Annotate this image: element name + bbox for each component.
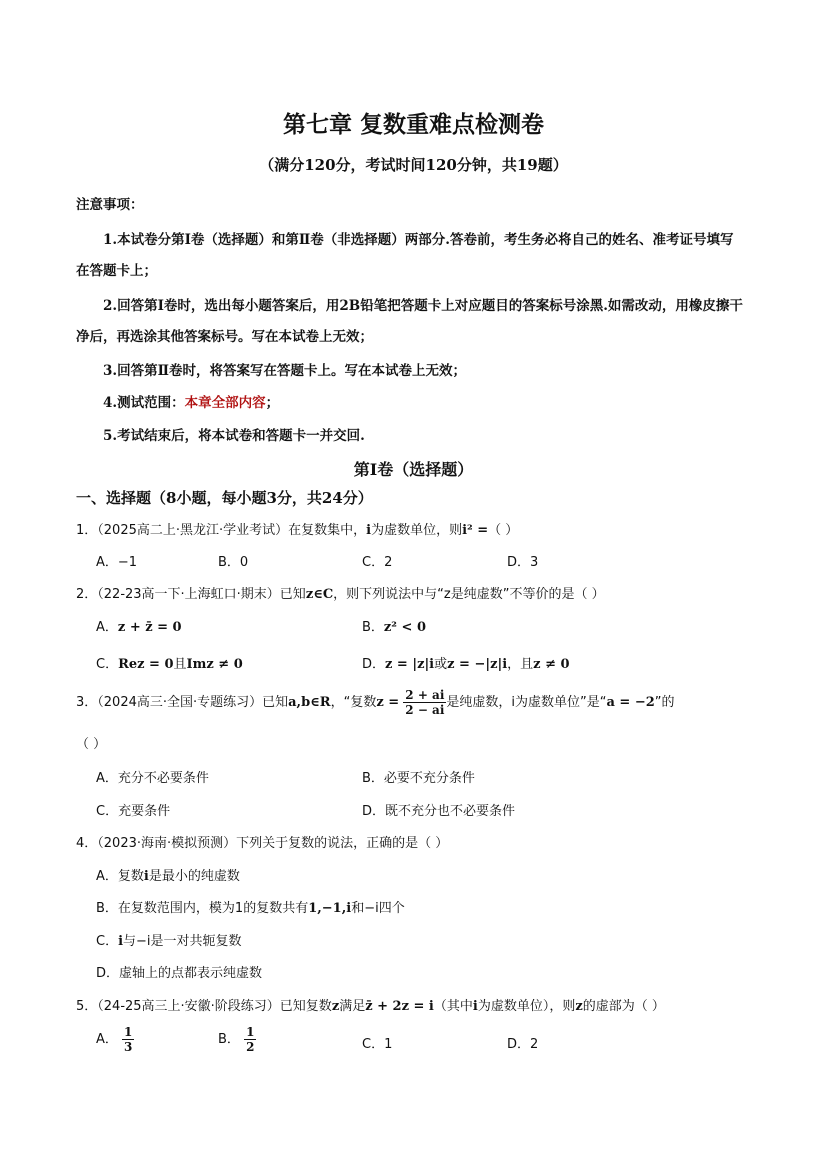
q2-c-mid: 且 — [173, 657, 187, 672]
section-heading: 一、选择题（8小题，每小题3分，共24分） — [76, 489, 373, 507]
q5-i: i — [472, 999, 478, 1014]
q1-option-b: B．0 — [218, 555, 249, 570]
q5-b-den: 2 — [246, 1040, 255, 1054]
q4-c-pre: C． — [96, 934, 119, 949]
q3-fraction — [403, 688, 446, 717]
q2-option-c — [96, 653, 243, 672]
q4-c-i: i — [118, 934, 124, 949]
question-1-stem — [76, 519, 518, 538]
q5-a-den: 3 — [124, 1040, 133, 1054]
q1-stem-end: （ ） — [488, 523, 519, 538]
q5-option-d: D．2 — [507, 1037, 539, 1052]
q5-stem-end: 的虚部为（ ） — [582, 999, 665, 1014]
q2-d-mid2: ，且 — [507, 657, 534, 672]
q1-stem-mid: 为虚数单位，则 — [371, 523, 463, 538]
page-title: 第七章 复数重难点检测卷 — [282, 111, 544, 138]
q5-z: z — [331, 999, 340, 1014]
notice-1b: 在答题卡上； — [76, 263, 157, 279]
question-5-stem — [76, 995, 665, 1014]
q5-b-num: 1 — [246, 1025, 255, 1039]
notice-4-end: ； — [265, 395, 280, 411]
q4-a-pre: A．复数 — [96, 869, 144, 884]
q4-option-d: D．虚轴上的点都表示纯虚数 — [96, 966, 263, 981]
q3-stem-mid: ，“复数 — [330, 695, 377, 710]
q5-expr: z̄ + 2z = i — [365, 999, 434, 1014]
q4-option-b — [96, 897, 405, 916]
q5-stem-pre: 5．（24-25高三上·安徽·阶段练习）已知复数 — [76, 999, 332, 1014]
q1-option-a: A．−1 — [96, 555, 138, 570]
exam-info: （满分120分，考试时间120分钟，共19题） — [259, 156, 568, 174]
q1-i: i — [366, 523, 372, 538]
q5-option-a — [96, 1025, 134, 1054]
notice-2b: 净后，再选涂其他答案标号。写在本试卷上无效； — [76, 329, 373, 345]
notice-1a: 1.本试卷分第Ⅰ卷（选择题）和第Ⅱ卷（非选择题）两部分.答卷前，考生务必将自己的姓名、准考证号填写 — [103, 232, 734, 248]
q3-stem-end: ”的 — [654, 695, 675, 710]
q5-b-fraction — [244, 1025, 256, 1054]
q2-c-expr1: Rez = 0 — [118, 657, 174, 672]
q1-expr: i² = — [462, 523, 489, 538]
q3-cond2: a = −2 — [606, 695, 655, 710]
q5-stem-mid: 满足 — [339, 999, 366, 1014]
q4-option-c — [96, 930, 242, 949]
q2-stem-pre: 2．（22-23高一下·上海虹口·期末）已知 — [76, 587, 306, 602]
q3-stem-line2: （ ） — [76, 737, 107, 752]
q2-b-label: B． — [362, 620, 384, 635]
q3-option-a: A．充分不必要条件 — [96, 771, 209, 786]
q2-cond: z∈C — [305, 587, 334, 602]
q2-option-b — [362, 616, 426, 635]
q4-option-a — [96, 865, 240, 884]
test-scope: 本章全部内容 — [184, 395, 266, 411]
q4-b-end: 和−i四个 — [351, 901, 405, 916]
notice-heading: 注意事项： — [76, 197, 144, 213]
q2-d-label: D． — [362, 657, 386, 672]
q3-cond: a,b∈R — [288, 695, 331, 710]
q3-z-eq: z = — [376, 695, 400, 710]
q3-stem-mid2: 是纯虚数，i为虚数单位”是“ — [446, 695, 607, 710]
q3-option-c: C．充要条件 — [96, 804, 171, 819]
q5-option-b — [218, 1025, 256, 1054]
q2-a-label: A． — [96, 620, 118, 635]
q4-b-expr: 1,−1,i — [308, 901, 352, 916]
q2-option-a — [96, 616, 182, 635]
q2-option-d — [362, 653, 570, 672]
q4-a-i: i — [143, 869, 149, 884]
q1-stem-pre: 1．（2025高二上·黑龙江·学业考试）在复数集中， — [76, 523, 367, 538]
q2-d-expr3: z ≠ 0 — [533, 657, 570, 672]
q2-b-expr: z² < 0 — [383, 620, 426, 635]
q1-option-d: D．3 — [507, 555, 539, 570]
notice-4 — [103, 391, 279, 411]
q3-stem-pre: 3．（2024高三·全国·专题练习）已知 — [76, 695, 289, 710]
q3-frac-den: 2 − ai — [405, 703, 445, 717]
notice-4-label: 4.测试范围： — [103, 395, 185, 411]
section-title: 第Ⅰ卷（选择题） — [353, 460, 474, 479]
q2-d-mid: 或 — [434, 657, 448, 672]
q5-b-label: B． — [218, 1032, 240, 1047]
q3-option-b: B．必要不充分条件 — [362, 771, 475, 786]
q2-c-label: C． — [96, 657, 119, 672]
q1-option-c: C．2 — [362, 555, 393, 570]
q5-a-fraction — [122, 1025, 134, 1054]
notice-2a: 2.回答第Ⅰ卷时，选出每小题答案后，用2B铅笔把答题卡上对应题目的答案标号涂黑.如需改动，用橡皮擦干 — [103, 298, 743, 314]
q2-d-expr1: z = |z|i — [385, 657, 435, 672]
q2-a-expr: z + z̄ = 0 — [117, 620, 182, 635]
q3-frac-num: 2 + ai — [405, 688, 445, 702]
q4-a-end: 是最小的纯虚数 — [148, 869, 240, 884]
question-2-stem — [76, 583, 605, 602]
question-4-stem: 4．（2023·海南·模拟预测）下列关于复数的说法，正确的是（ ） — [76, 836, 449, 851]
q5-stem-mid2: （其中 — [433, 999, 473, 1014]
q5-option-c: C．1 — [362, 1037, 393, 1052]
q2-c-expr2: Imz ≠ 0 — [186, 657, 243, 672]
q5-z2: z — [575, 999, 583, 1014]
q5-a-label: A． — [96, 1032, 118, 1047]
notice-3: 3.回答第Ⅱ卷时，将答案写在答题卡上。写在本试卷上无效； — [103, 363, 466, 379]
notice-5: 5.考试结束后，将本试卷和答题卡一并交回. — [103, 428, 365, 444]
q5-a-num: 1 — [124, 1025, 133, 1039]
q4-b-pre: B．在复数范围内，模为1的复数共有 — [96, 901, 309, 916]
q4-c-end: 与−i是一对共轭复数 — [123, 934, 242, 949]
q3-option-d: D．既不充分也不必要条件 — [362, 804, 516, 819]
q5-stem-mid3: 为虚数单位），则 — [477, 999, 576, 1014]
q2-d-expr2: z = −|z|i — [447, 657, 508, 672]
q2-stem-end: ，则下列说法中与“z是纯虚数”不等价的是（ ） — [333, 587, 605, 602]
question-3-stem — [76, 688, 675, 717]
